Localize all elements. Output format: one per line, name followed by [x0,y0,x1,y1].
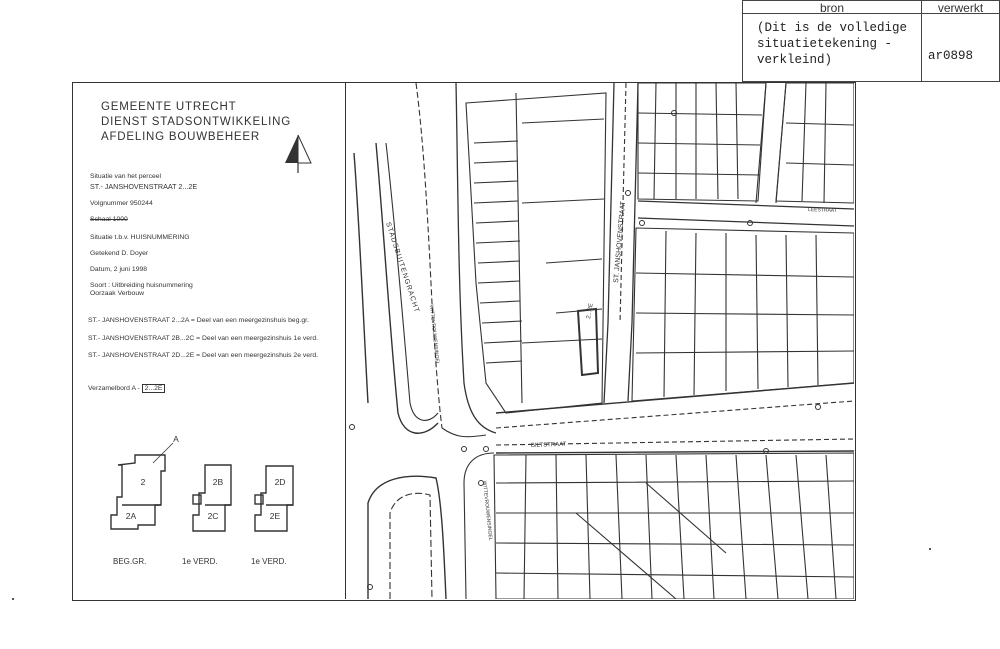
entry-first-floor: ST.- JANSHOVENSTRAAT 2B...2C = Deel van een meergezinshuis 1e verd. [88,335,318,342]
verwerkt-header [921,0,1000,14]
org-line-division: AFDELING BOUWBEHEER [101,131,260,143]
floor1-bottom-label: 2A [125,511,137,521]
street-label-biltstraat: BILTSTRAAT [530,441,567,449]
floor1-top-label: 2 [140,477,146,487]
entry-ground-floor: ST.- JANSHOVENSTRAAT 2...2A = Deel van een meergezinshuis beg.gr. [88,317,309,324]
archive-header-table [742,0,1000,82]
situatie-tbv: Situatie t.b.v. HUISNUMMERING [90,234,190,241]
sketch-marker-a: A [173,435,179,444]
org-name-block [101,100,291,145]
street-label-janshovenstraat: ST. JANSHOVENSTRAAT [613,200,628,284]
floor-plan-sketches [73,435,345,565]
volgnummer: Volgnummer 950244 [90,200,153,207]
verwerkt-code: ar0898 [928,49,974,63]
situatie-label: Situatie van het perceel [90,173,162,180]
street-label-stadsbuitengracht: STADSBUITENGRACHT [384,221,421,315]
floor1-caption: BEG.GR. [113,557,147,566]
street-label-leestraat: LEESTRAAT [807,207,837,215]
floor3-caption: 1e VERD. [251,557,287,566]
bron-note-line-1: (Dit is de volledige [757,21,908,35]
bron-note-cell [742,13,922,82]
scan-speck [929,548,931,550]
floor2-top-label: 2B [212,477,224,487]
highlight-parcel-label: 2...2E [586,302,595,320]
oorzaak: Oorzaak Verbouw [90,290,145,297]
verwerkt-label: verwerkt [937,1,984,15]
bron-label: bron [819,1,845,15]
verwerkt-cell [921,13,1000,82]
scan-speck [12,598,14,600]
floor3-bottom-label: 2E [269,511,281,521]
bron-note-line-2: situatietekening - [757,37,893,51]
cadastral-map [346,83,854,599]
getekend: Getekend D. Doyer [90,250,149,257]
schaal: Schaal 1000 [90,216,128,223]
situatie-value: ST.- JANSHOVENSTRAAT 2...2E [90,182,198,191]
floor3-top-label: 2D [274,477,286,487]
verzamelbord-value: 2...2E [142,384,166,393]
floor2-bottom-label: 2C [207,511,219,521]
street-label-wittevrouwensingel-south: WITTEVROUWENSINGEL [481,480,494,541]
street-label-wittevrouwensingel-north: WITTEVROUWENSINGEL [428,304,441,365]
bron-note-line-3: verkleind) [757,53,833,67]
org-line-municipality: GEMEENTE UTRECHT [101,101,237,113]
verzamelbord-label: Verzamelbord A - [88,385,140,392]
entry-second-floor: ST.- JANSHOVENSTRAAT 2D...2E = Deel van een meergezinshuis 2e verd. [88,352,318,359]
bron-header [742,0,921,14]
soort: Soort : Uitbreiding huisnummering [90,282,193,289]
situation-drawing [72,82,856,601]
north-arrow-icon [281,133,315,175]
org-line-department: DIENST STADSONTWIKKELING [101,116,292,128]
legend-panel [73,83,346,599]
floor2-caption: 1e VERD. [182,557,218,566]
datum: Datum, 2 juni 1998 [90,266,148,273]
verzamelbord [88,385,165,392]
